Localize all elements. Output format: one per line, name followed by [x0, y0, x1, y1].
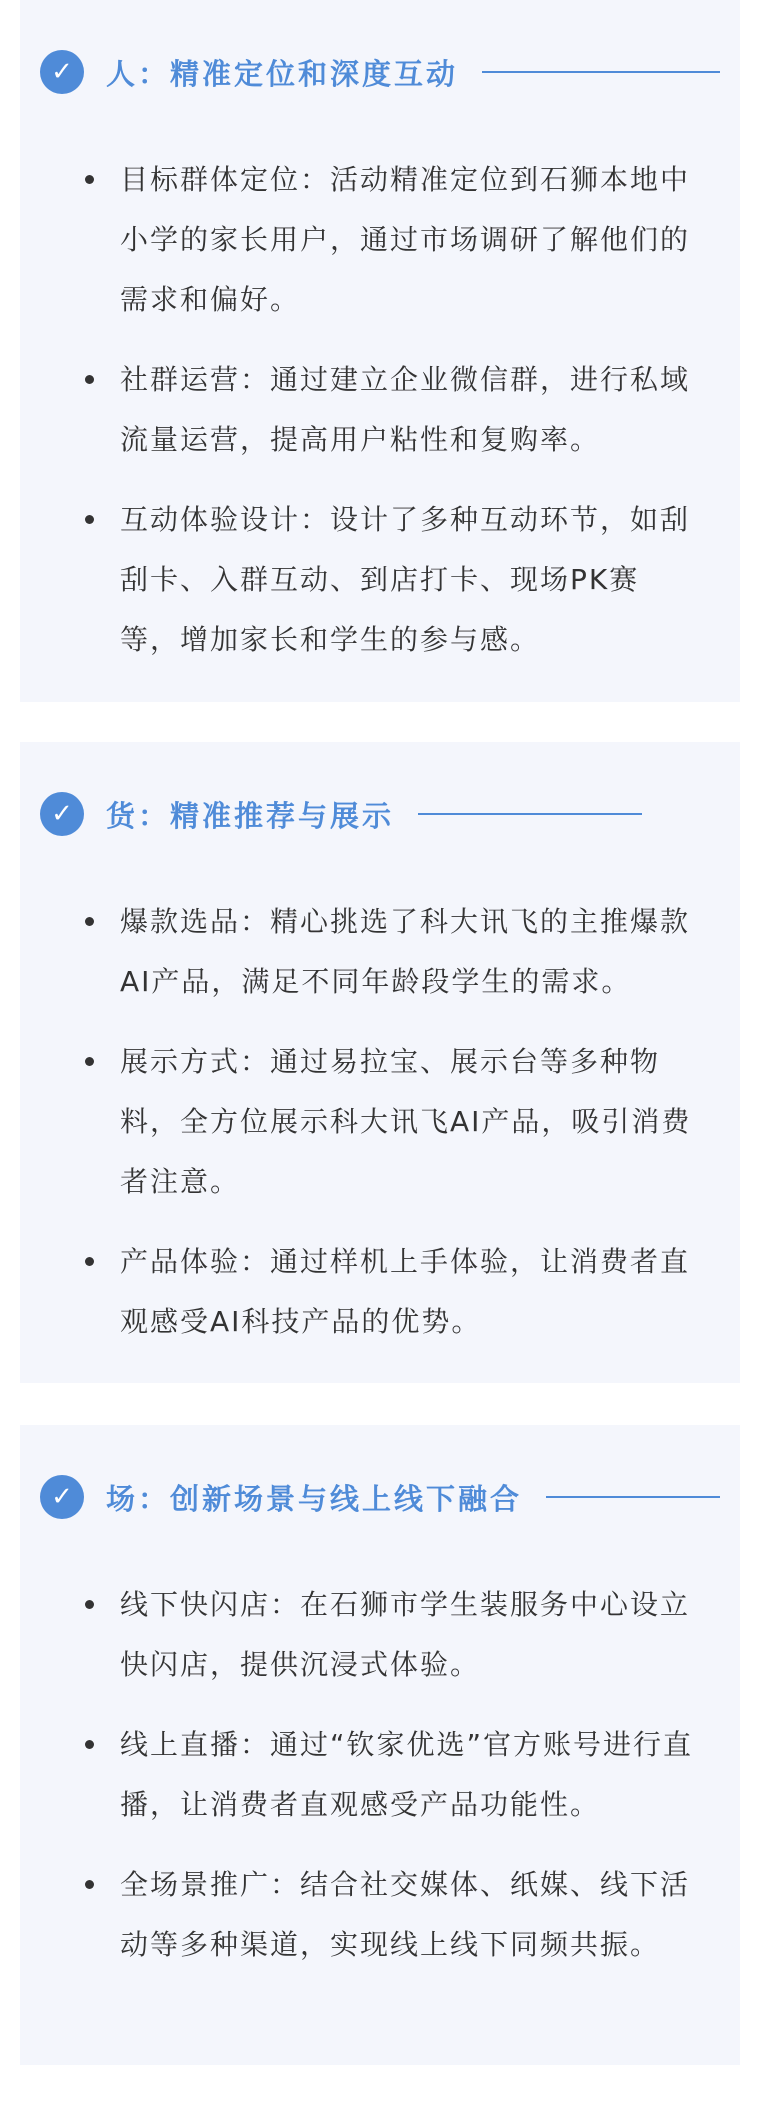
section-header [40, 792, 720, 836]
list-item: 全场景推广：结合社交媒体、纸媒、线下活动等多种渠道，实现线上线下同频共振。 [75, 1855, 695, 1975]
bullet-list [75, 1575, 695, 1995]
title-divider [482, 71, 720, 73]
section-title: 货：精准推荐与展示 [106, 798, 395, 833]
list-item: 目标群体定位：活动精准定位到石狮本地中小学的家长用户，通过市场调研了解他们的需求和偏好。 [75, 150, 695, 330]
section-scene [20, 1425, 740, 2065]
title-divider [418, 813, 642, 815]
title-divider [546, 1496, 720, 1498]
section-header [40, 1475, 720, 1519]
list-item: 社群运营：通过建立企业微信群，进行私域流量运营，提高用户粘性和复购率。 [75, 350, 695, 470]
list-item: 互动体验设计：设计了多种互动环节，如刮刮卡、入群互动、到店打卡、现场PK赛等，增加家长和学生的参与感。 [75, 490, 695, 670]
list-item: 产品体验：通过样机上手体验，让消费者直观感受AI科技产品的优势。 [75, 1232, 695, 1352]
check-icon: ✓ [40, 50, 84, 94]
list-item: 线上直播：通过“钦家优选”官方账号进行直播，让消费者直观感受产品功能性。 [75, 1715, 695, 1835]
section-goods [20, 742, 740, 1383]
bullet-list [75, 892, 695, 1372]
section-people [20, 0, 740, 702]
list-item: 线下快闪店：在石狮市学生装服务中心设立快闪店，提供沉浸式体验。 [75, 1575, 695, 1695]
check-icon: ✓ [40, 792, 84, 836]
list-item: 展示方式：通过易拉宝、展示台等多种物料，全方位展示科大讯飞AI产品，吸引消费者注意。 [75, 1032, 695, 1212]
list-item: 爆款选品：精心挑选了科大讯飞的主推爆款AI产品，满足不同年龄段学生的需求。 [75, 892, 695, 1012]
bullet-list [75, 150, 695, 690]
section-title: 人：精准定位和深度互动 [106, 56, 459, 91]
section-header [40, 50, 720, 94]
check-icon: ✓ [40, 1475, 84, 1519]
section-title: 场：创新场景与线上线下融合 [106, 1481, 523, 1516]
